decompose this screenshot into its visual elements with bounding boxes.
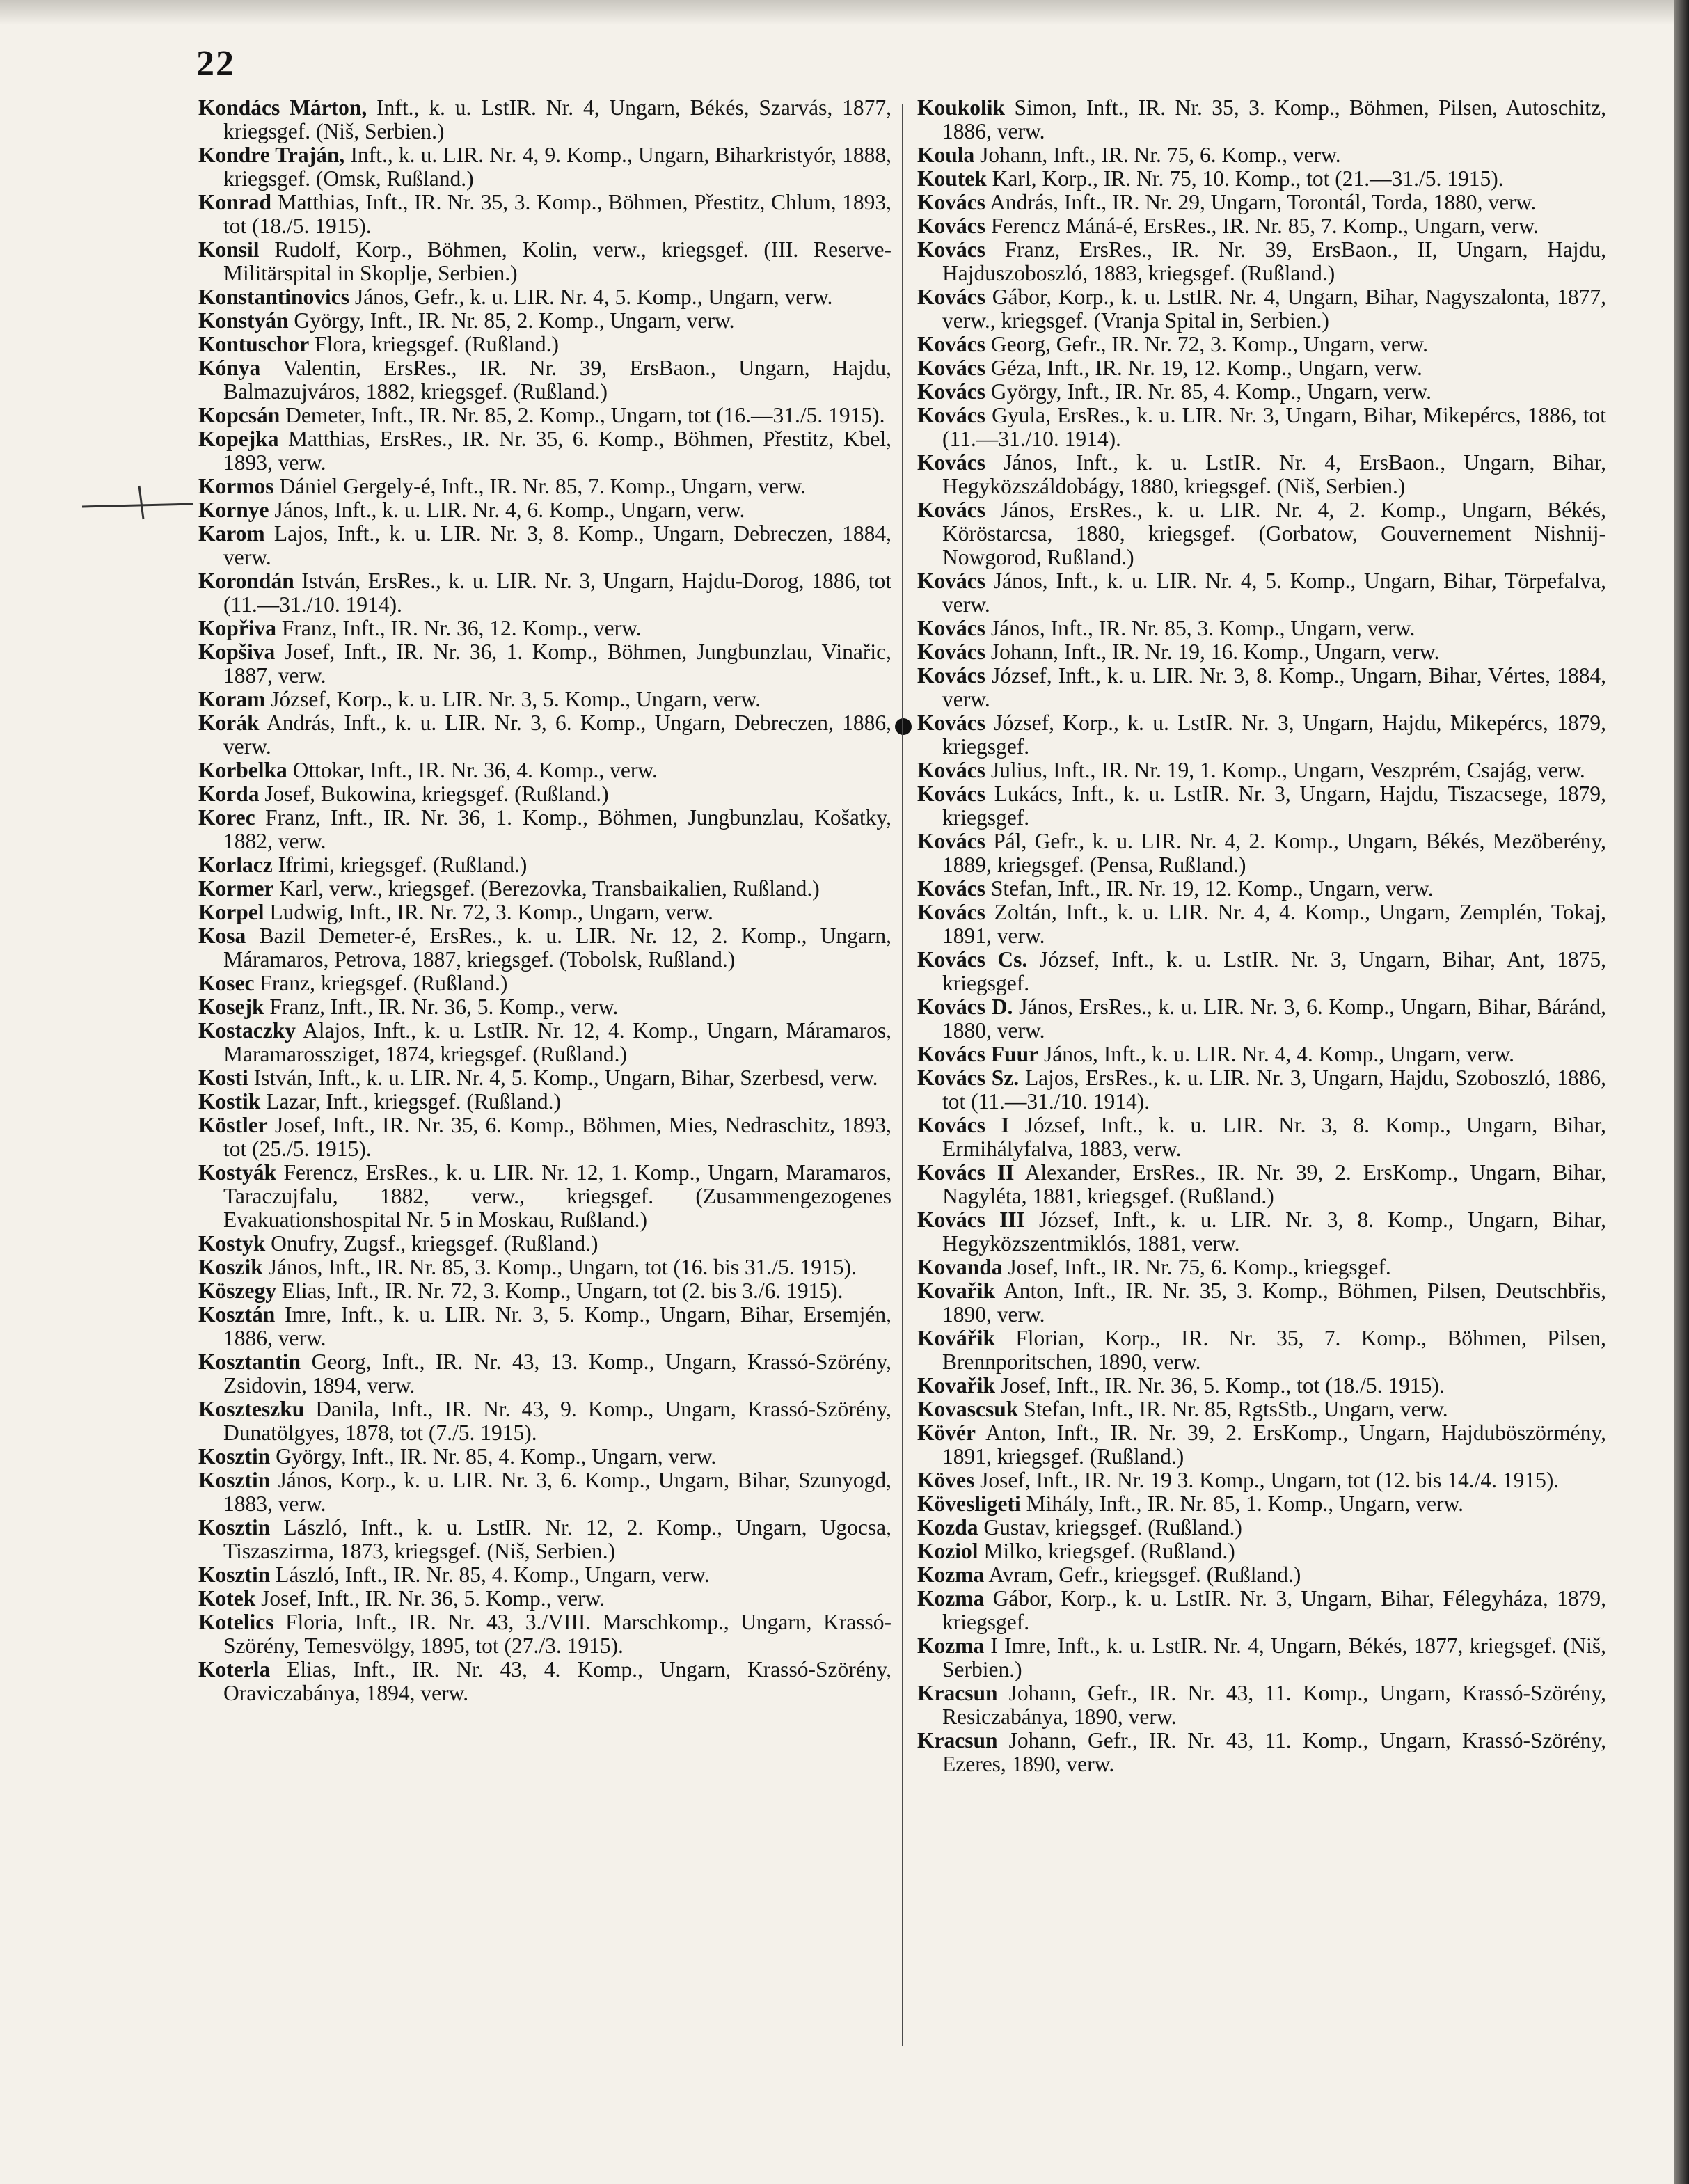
register-entry bbox=[198, 475, 891, 498]
entry-details: Imre, Inft., k. u. LIR. Nr. 3, 5. Komp., Ungarn, Bihar, Ersemjén, 1886, verw. bbox=[223, 1302, 891, 1350]
entry-details: Ottokar, Inft., IR. Nr. 36, 4. Komp., verw. bbox=[287, 758, 658, 782]
register-entry bbox=[198, 711, 891, 759]
entry-surname: Köszegy bbox=[198, 1279, 276, 1303]
entry-details: Josef, Inft., IR. Nr. 36, 5. Komp., verw. bbox=[255, 1586, 605, 1611]
entry-details: János, Inft., IR. Nr. 85, 3. Komp., Ungarn, tot (16. bis 31./5. 1915). bbox=[262, 1255, 857, 1279]
entry-surname: Kovács bbox=[917, 285, 985, 309]
entry-details: Anton, Inft., IR. Nr. 35, 3. Komp., Böhmen, Pilsen, Deutschbřis, 1890, verw. bbox=[942, 1279, 1606, 1327]
entry-details: Georg, Gefr., IR. Nr. 72, 3. Komp., Ungarn, verw. bbox=[985, 332, 1429, 356]
entry-details: Johann, Inft., IR. Nr. 75, 6. Komp., verw. bbox=[974, 143, 1341, 167]
entry-surname: Kopřiva bbox=[198, 616, 277, 640]
entry-details: Gyula, ErsRes., k. u. LIR. Nr. 3, Ungarn, Bihar, Mikepércs, 1886, tot (11.—31./10. 1914). bbox=[942, 403, 1606, 451]
entry-details: Elias, Inft., IR. Nr. 72, 3. Komp., Ungarn, tot (2. bis 3./6. 1915). bbox=[276, 1279, 843, 1303]
entry-surname: Korbelka bbox=[198, 758, 287, 782]
register-entry bbox=[198, 1611, 891, 1658]
entry-surname: Korpel bbox=[198, 900, 264, 924]
register-entry bbox=[917, 877, 1606, 901]
register-entry bbox=[198, 1469, 891, 1516]
entry-details: Demeter, Inft., IR. Nr. 85, 2. Komp., Ungarn, tot (16.—31./5. 1915). bbox=[280, 403, 885, 427]
entry-details: Karl, Korp., IR. Nr. 75, 10. Komp., tot (21.—31./5. 1915). bbox=[986, 166, 1504, 191]
entry-details: József, Inft., k. u. LIR. Nr. 3, 8. Komp., Ungarn, Bihar, Hegyközszentmiklós, 1881, verw. bbox=[942, 1208, 1606, 1256]
entry-details: János, Korp., k. u. LIR. Nr. 3, 6. Komp., Ungarn, Bihar, Szunyogd, 1883, verw. bbox=[223, 1468, 891, 1516]
entry-surname: Kopejka bbox=[198, 427, 279, 451]
entry-details: Ferencz Máná-é, ErsRes., IR. Nr. 85, 7. Komp., Ungarn, verw. bbox=[985, 214, 1539, 238]
entry-details: Matthias, ErsRes., IR. Nr. 35, 6. Komp., Böhmen, Přestitz, Kbel, 1893, verw. bbox=[223, 427, 891, 475]
entry-surname: Kozda bbox=[917, 1515, 978, 1540]
entry-details: Franz, Inft., IR. Nr. 36, 12. Komp., verw. bbox=[276, 616, 642, 640]
entry-details: Onufry, Zugsf., kriegsgef. (Rußland.) bbox=[265, 1231, 598, 1256]
entry-surname: Kovács bbox=[917, 900, 985, 924]
entry-details: Avram, Gefr., kriegsgef. (Rußland.) bbox=[984, 1562, 1301, 1587]
entry-surname: Karom bbox=[198, 521, 265, 546]
entry-details: Elias, Inft., IR. Nr. 43, 4. Komp., Ungarn, Krassó-Szörény, Oraviczabánya, 1894, verw. bbox=[223, 1657, 891, 1705]
entry-surname: Kovács bbox=[917, 332, 985, 356]
register-entry bbox=[917, 498, 1606, 569]
entry-details: Stefan, Inft., IR. Nr. 85, RgtsStb., Ungarn, verw. bbox=[1018, 1397, 1448, 1421]
entry-surname: Kovács bbox=[917, 356, 985, 380]
register-entry bbox=[198, 238, 891, 285]
entry-details: Danila, Inft., IR. Nr. 43, 9. Komp., Ungarn, Krassó-Szörény, Dunatölgyes, 1878, tot (7./5. 1915). bbox=[223, 1397, 891, 1445]
register-entry bbox=[198, 1066, 891, 1090]
register-entry bbox=[198, 806, 891, 853]
register-entry bbox=[917, 948, 1606, 995]
register-entry bbox=[917, 1587, 1606, 1634]
register-entry bbox=[198, 995, 891, 1019]
register-entry bbox=[198, 143, 891, 191]
register-entry bbox=[198, 498, 891, 522]
entry-surname: Kracsun bbox=[917, 1728, 998, 1752]
entry-details: János, ErsRes., k. u. LIR. Nr. 3, 6. Komp., Ungarn, Bihar, Báránd, 1880, verw. bbox=[942, 995, 1606, 1043]
register-entry bbox=[198, 782, 891, 806]
entry-surname: Korec bbox=[198, 805, 255, 830]
register-entry bbox=[917, 96, 1606, 143]
entry-surname: Kovács bbox=[917, 190, 985, 214]
entry-surname: Kovács D. bbox=[917, 995, 1013, 1019]
scan-edge-top bbox=[0, 0, 1689, 25]
register-entry bbox=[917, 191, 1606, 214]
register-entry bbox=[198, 1398, 891, 1445]
entry-details: György, Inft., IR. Nr. 85, 2. Komp., Ungarn, verw. bbox=[288, 308, 735, 333]
entry-details: György, Inft., IR. Nr. 85, 4. Komp., Ungarn, verw. bbox=[270, 1444, 717, 1469]
register-entry bbox=[917, 285, 1606, 333]
entry-details: Johann, Gefr., IR. Nr. 43, 11. Komp., Ungarn, Krassó-Szörény, Ezeres, 1890, verw. bbox=[942, 1728, 1606, 1776]
register-entry bbox=[917, 1327, 1606, 1374]
entry-surname: Kosztin bbox=[198, 1444, 271, 1469]
entry-surname: Kovács III bbox=[917, 1208, 1025, 1232]
entry-surname: Kopšiva bbox=[198, 640, 276, 664]
entry-details: Franz, kriegsgef. (Rußland.) bbox=[254, 971, 508, 995]
register-entry bbox=[917, 1161, 1606, 1208]
register-entry bbox=[917, 333, 1606, 356]
register-entry bbox=[198, 972, 891, 995]
entry-details: Ludwig, Inft., IR. Nr. 72, 3. Komp., Ungarn, verw. bbox=[264, 900, 713, 924]
entry-surname: Kornye bbox=[198, 498, 269, 522]
entry-details: Zoltán, Inft., k. u. LIR. Nr. 4, 4. Komp., Ungarn, Zemplén, Tokaj, 1891, verw. bbox=[942, 900, 1606, 948]
entry-details: János, Gefr., k. u. LIR. Nr. 4, 5. Komp., Ungarn, verw. bbox=[349, 285, 833, 309]
register-entry bbox=[917, 1398, 1606, 1421]
register-entry bbox=[198, 1445, 891, 1469]
register-entry bbox=[198, 1303, 891, 1350]
entry-surname: Kotelics bbox=[198, 1610, 274, 1634]
entry-details: Franz, ErsRes., IR. Nr. 39, ErsBaon., II, Ungarn, Hajdu, Hajduszoboszló, 1883, kriegsgef. (Rußland.) bbox=[942, 237, 1606, 285]
register-entry bbox=[917, 238, 1606, 285]
register-entry bbox=[917, 830, 1606, 877]
register-entry bbox=[917, 1421, 1606, 1469]
register-entry bbox=[917, 1634, 1606, 1681]
entry-surname: Kontuschor bbox=[198, 332, 310, 356]
entry-surname: Kovács bbox=[917, 498, 985, 522]
entry-surname: Kosztin bbox=[198, 1515, 271, 1540]
entry-details: Franz, Inft., IR. Nr. 36, 5. Komp., verw. bbox=[264, 995, 619, 1019]
register-entry bbox=[917, 1469, 1606, 1492]
register-entry bbox=[917, 664, 1606, 711]
entry-surname: Kovács bbox=[917, 237, 985, 262]
entry-details: Florian, Korp., IR. Nr. 35, 7. Komp., Böhmen, Pilsen, Brennporitschen, 1890, verw. bbox=[942, 1326, 1606, 1374]
entry-details: Floria, Inft., IR. Nr. 43, 3./VIII. Marschkomp., Ungarn, Krassó-Szörény, Temesvölgy, 1895, tot (27./3. 1915). bbox=[223, 1610, 891, 1658]
register-entry bbox=[917, 451, 1606, 498]
entry-surname: Kovářik bbox=[917, 1326, 996, 1350]
register-entry bbox=[198, 877, 891, 901]
register-entry bbox=[917, 1729, 1606, 1776]
entry-details: József, Korp., k. u. LIR. Nr. 3, 5. Komp., Ungarn, verw. bbox=[265, 687, 761, 711]
entry-details: Josef, Bukowina, kriegsgef. (Rußland.) bbox=[259, 782, 609, 806]
register-entry bbox=[198, 924, 891, 972]
entry-details: Alexander, ErsRes., IR. Nr. 39, 2. ErsKomp., Ungarn, Bihar, Nagyléta, 1881, kriegsgef. (Rußland.) bbox=[942, 1160, 1606, 1208]
entry-surname: Kovács bbox=[917, 711, 985, 735]
register-entry bbox=[917, 1681, 1606, 1729]
entry-details: Alajos, Inft., k. u. LstIR. Nr. 12, 4. Komp., Ungarn, Máramaros, Maramarossziget, 1874, kriegsgef. (Rußland.) bbox=[223, 1018, 891, 1066]
entry-surname: Kozma bbox=[917, 1562, 985, 1587]
entry-details: János, Inft., k. u. LstIR. Nr. 4, ErsBaon., Ungarn, Bihar, Hegyközszáldobágy, 1880, kriegsgef. (Niš, Serbien.) bbox=[942, 450, 1606, 498]
register-entry bbox=[198, 640, 891, 688]
entry-surname: Koszteszku bbox=[198, 1397, 305, 1421]
register-entry bbox=[917, 1256, 1606, 1279]
entry-surname: Kondre Traján, bbox=[198, 143, 345, 167]
register-entry bbox=[917, 214, 1606, 238]
entry-surname: Kosztin bbox=[198, 1468, 271, 1492]
entry-surname: Köstler bbox=[198, 1113, 268, 1137]
entry-details: József, Inft., k. u. LIR. Nr. 3, 8. Komp., Ungarn, Bihar, Vértes, 1884, verw. bbox=[942, 663, 1606, 711]
entry-details: Lajos, ErsRes., k. u. LIR. Nr. 3, Ungarn, Hajdu, Szoboszló, 1886, tot (11.—31./10. 1914). bbox=[942, 1066, 1606, 1114]
entry-details: Rudolf, Korp., Böhmen, Kolin, verw., kriegsgef. (III. Reserve-Militärspital in Skoplje, Serbien.) bbox=[223, 237, 891, 285]
entry-surname: Koszik bbox=[198, 1255, 263, 1279]
entry-details: Josef, Inft., IR. Nr. 19 3. Komp., Ungarn, tot (12. bis 14./4. 1915). bbox=[974, 1468, 1560, 1492]
entry-surname: Kosec bbox=[198, 971, 255, 995]
entry-surname: Kovács bbox=[917, 214, 985, 238]
register-entry bbox=[198, 522, 891, 569]
entry-surname: Kövér bbox=[917, 1421, 976, 1445]
entry-surname: Koutek bbox=[917, 166, 987, 191]
register-entry bbox=[198, 404, 891, 427]
entry-surname: Kormer bbox=[198, 876, 274, 901]
entry-surname: Köves bbox=[917, 1468, 975, 1492]
entry-details: Matthias, Inft., IR. Nr. 35, 3. Komp., Böhmen, Přestitz, Chlum, 1893, tot (18./5. 1915). bbox=[223, 190, 891, 238]
entry-details: János, Inft., k. u. LIR. Nr. 4, 5. Komp., Ungarn, Bihar, Törpefalva, verw. bbox=[942, 569, 1606, 617]
entry-surname: Kosztin bbox=[198, 1562, 271, 1587]
entry-surname: Kostaczky bbox=[198, 1018, 296, 1043]
register-entry bbox=[917, 711, 1606, 759]
entry-surname: Konrad bbox=[198, 190, 272, 214]
register-entry bbox=[198, 96, 891, 143]
entry-details: Lukács, Inft., k. u. LstIR. Nr. 3, Ungarn, Hajdu, Tiszacsege, 1879, kriegsgef. bbox=[942, 782, 1606, 830]
entry-details: József, Inft., k. u. LIR. Nr. 3, 8. Komp., Ungarn, Bihar, Ermihályfalva, 1883, verw. bbox=[942, 1113, 1606, 1161]
entry-details: Flora, kriegsgef. (Rußland.) bbox=[309, 332, 559, 356]
entry-surname: Korondán bbox=[198, 569, 294, 593]
entry-details: Karl, verw., kriegsgef. (Berezovka, Transbaikalien, Rußland.) bbox=[273, 876, 820, 901]
register-entry bbox=[917, 167, 1606, 191]
register-entry bbox=[198, 1232, 891, 1256]
entry-details: László, Inft., k. u. LstIR. Nr. 12, 2. Komp., Ungarn, Ugocsa, Tiszaszirma, 1873, kriegsgef. (Niš, Serbien.) bbox=[223, 1515, 891, 1563]
entry-details: Ifrimi, kriegsgef. (Rußland.) bbox=[272, 853, 528, 877]
entry-details: Dániel Gergely-é, Inft., IR. Nr. 85, 7. Komp., Ungarn, verw. bbox=[273, 474, 807, 498]
entry-surname: Kopcsán bbox=[198, 403, 280, 427]
entry-surname: Kovács bbox=[917, 640, 985, 664]
entry-details: Gustav, kriegsgef. (Rußland.) bbox=[978, 1515, 1242, 1540]
entry-surname: Koula bbox=[917, 143, 975, 167]
entry-details: László, Inft., IR. Nr. 85, 4. Komp., Ungarn, verw. bbox=[270, 1562, 710, 1587]
register-entry bbox=[198, 191, 891, 238]
entry-surname: Kovács bbox=[917, 403, 985, 427]
register-entry bbox=[917, 1540, 1606, 1563]
column-divider bbox=[902, 104, 903, 2046]
entry-surname: Kosejk bbox=[198, 995, 264, 1019]
entry-surname: Kovanda bbox=[917, 1255, 1003, 1279]
entry-surname: Kosti bbox=[198, 1066, 248, 1090]
entry-surname: Kónya bbox=[198, 356, 261, 380]
entry-details: Simon, Inft., IR. Nr. 35, 3. Komp., Böhmen, Pilsen, Autoschitz, 1886, verw. bbox=[942, 95, 1606, 143]
entry-details: Josef, Inft., IR. Nr. 35, 6. Komp., Böhmen, Mies, Nedraschitz, 1893, tot (25./5. 1915). bbox=[223, 1113, 891, 1161]
entry-surname: Koterla bbox=[198, 1657, 271, 1681]
entry-surname: Kovács bbox=[917, 829, 985, 853]
entry-surname: Kozma bbox=[917, 1586, 985, 1611]
page-number: 22 bbox=[196, 44, 235, 84]
entry-surname: Kovařik bbox=[917, 1279, 996, 1303]
register-entry bbox=[198, 333, 891, 356]
entry-surname: Kovács bbox=[917, 758, 985, 782]
entry-surname: Korlacz bbox=[198, 853, 273, 877]
entry-details: Gábor, Korp., k. u. LstIR. Nr. 4, Ungarn, Bihar, Nagyszalonta, 1877, verw., kriegsgef. (Vranja Spital in, Serbien.) bbox=[942, 285, 1606, 333]
register-entry bbox=[917, 404, 1606, 451]
entry-details: József, Inft., k. u. LstIR. Nr. 3, Ungarn, Bihar, Ant, 1875, kriegsgef. bbox=[942, 947, 1607, 995]
entry-details: Inft., k. u. LstIR. Nr. 4, Ungarn, Békés, Szarvás, 1877, kriegsgef. (Niš, Serbien.) bbox=[223, 95, 891, 143]
entry-surname: Koziol bbox=[917, 1539, 978, 1563]
entry-surname: Koram bbox=[198, 687, 266, 711]
register-entry bbox=[198, 1114, 891, 1161]
entry-surname: Kracsun bbox=[917, 1681, 998, 1705]
entry-surname: Kovács Fuur bbox=[917, 1042, 1039, 1066]
register-entry bbox=[198, 356, 891, 404]
right-column bbox=[917, 96, 1606, 1776]
register-entry bbox=[198, 569, 891, 617]
register-entry bbox=[198, 1563, 891, 1587]
entry-details: Inft., k. u. LIR. Nr. 4, 9. Komp., Ungarn, Biharkristyór, 1888, kriegsgef. (Omsk, Rußland.) bbox=[223, 143, 892, 191]
entry-surname: Kondács Márton, bbox=[198, 95, 367, 120]
register-entry bbox=[917, 1563, 1606, 1587]
register-entry bbox=[917, 995, 1606, 1043]
entry-surname: Kosa bbox=[198, 924, 246, 948]
register-entry bbox=[198, 759, 891, 782]
entry-surname: Kormos bbox=[198, 474, 274, 498]
entry-surname: Kovács bbox=[917, 379, 985, 404]
entry-surname: Kövesligeti bbox=[917, 1491, 1021, 1516]
entry-surname: Kozma bbox=[917, 1633, 985, 1658]
entry-surname: Korák bbox=[198, 711, 260, 735]
entry-details: Julius, Inft., IR. Nr. 19, 1. Komp., Ungarn, Veszprém, Csajág, verw. bbox=[985, 758, 1585, 782]
entry-details: Gábor, Korp., k. u. LstIR. Nr. 3, Ungarn, Bihar, Félegyháza, 1879, kriegsgef. bbox=[942, 1586, 1606, 1634]
entry-details: Mihály, Inft., IR. Nr. 85, 1. Komp., Ungarn, verw. bbox=[1020, 1491, 1464, 1516]
entry-surname: Konstantinovics bbox=[198, 285, 350, 309]
entry-details: Bazil Demeter-é, ErsRes., k. u. LIR. Nr. 12, 2. Komp., Ungarn, Máramaros, Petrova, 1887, kriegsgef. (Tobolsk, Rußland.) bbox=[223, 924, 891, 972]
entry-surname: Kostik bbox=[198, 1089, 261, 1114]
entry-surname: Konsil bbox=[198, 237, 260, 262]
entry-details: János, Inft., k. u. LIR. Nr. 4, 6. Komp., Ungarn, verw. bbox=[269, 498, 745, 522]
entry-details: Valentin, ErsRes., IR. Nr. 39, ErsBaon., Ungarn, Hajdu, Balmazujváros, 1882, kriegsgef. (Rußland.) bbox=[223, 356, 891, 404]
entry-surname: Kovascsuk bbox=[917, 1397, 1019, 1421]
entry-details: Johann, Gefr., IR. Nr. 43, 11. Komp., Ungarn, Krassó-Szörény, Resiczabánya, 1890, verw. bbox=[942, 1681, 1606, 1729]
entry-surname: Kovács I bbox=[917, 1113, 1010, 1137]
entry-surname: Kosztantin bbox=[198, 1350, 301, 1374]
entry-surname: Koukolik bbox=[917, 95, 1006, 120]
entry-surname: Kovács II bbox=[917, 1160, 1015, 1185]
entry-details: Josef, Inft., IR. Nr. 36, 1. Komp., Böhmen, Jungbunzlau, Vinařic, 1887, verw. bbox=[223, 640, 891, 688]
register-entry bbox=[917, 1516, 1606, 1540]
entry-surname: Kovács bbox=[917, 782, 985, 806]
entry-details: István, Inft., k. u. LIR. Nr. 4, 5. Komp., Ungarn, Bihar, Szerbesd, verw. bbox=[248, 1066, 878, 1090]
entry-details: János, ErsRes., k. u. LIR. Nr. 4, 2. Komp., Ungarn, Békés, Köröstarcsa, 1880, kriegsgef. (Gorbatow, Gouvernement Nishnij-Nowgorod, Rußland.) bbox=[942, 498, 1606, 569]
register-entry bbox=[198, 1256, 891, 1279]
entry-details: Ferencz, ErsRes., k. u. LIR. Nr. 12, 1. Komp., Ungarn, Maramaros, Taraczujfalu, 1882, verw., kriegsgef. (Zusammengezogenes Evakuationshospital Nr. 5 in Moskau, Rußland.) bbox=[223, 1160, 891, 1232]
entry-details: I Imre, Inft., k. u. LstIR. Nr. 4, Ungarn, Békés, 1877, kriegsgef. (Niš, Serbien.) bbox=[942, 1633, 1606, 1681]
register-entry bbox=[917, 1374, 1606, 1398]
register-entry bbox=[198, 1658, 891, 1705]
entry-details: István, ErsRes., k. u. LIR. Nr. 3, Ungarn, Hajdu-Dorog, 1886, tot (11.—31./10. 1914). bbox=[223, 569, 891, 617]
register-entry bbox=[917, 1066, 1606, 1114]
entry-details: János, Inft., IR. Nr. 85, 3. Komp., Ungarn, verw. bbox=[985, 616, 1416, 640]
register-entry bbox=[917, 143, 1606, 167]
entry-surname: Kostyák bbox=[198, 1160, 277, 1185]
register-entry bbox=[917, 782, 1606, 830]
register-entry bbox=[198, 1587, 891, 1611]
register-entry bbox=[198, 901, 891, 924]
register-entry bbox=[917, 1043, 1606, 1066]
register-entry bbox=[198, 1279, 891, 1303]
register-entry bbox=[917, 617, 1606, 640]
entry-surname: Kotek bbox=[198, 1586, 256, 1611]
register-entry bbox=[917, 356, 1606, 380]
register-entry bbox=[198, 285, 891, 309]
entry-surname: Kovács bbox=[917, 569, 985, 593]
register-entry bbox=[917, 1114, 1606, 1161]
register-entry bbox=[917, 901, 1606, 948]
entry-details: Lazar, Inft., kriegsgef. (Rußland.) bbox=[260, 1089, 561, 1114]
entry-surname: Kovács Cs. bbox=[917, 947, 1028, 972]
entry-surname: Kovács bbox=[917, 616, 985, 640]
entry-details: József, Korp., k. u. LstIR. Nr. 3, Ungarn, Hajdu, Mikepércs, 1879, kriegsgef. bbox=[942, 711, 1606, 759]
scan-edge-right bbox=[1674, 0, 1689, 2184]
entry-details: Pál, Gefr., k. u. LIR. Nr. 4, 2. Komp., Ungarn, Békés, Mezöberény, 1889, kriegsgef. (Pensa, Rußland.) bbox=[942, 829, 1606, 877]
register-entry bbox=[917, 1208, 1606, 1256]
ink-dot-mark bbox=[895, 718, 912, 735]
register-entry bbox=[917, 1279, 1606, 1327]
entry-surname: Konstyán bbox=[198, 308, 289, 333]
register-entry bbox=[198, 1350, 891, 1398]
register-entry bbox=[198, 617, 891, 640]
register-entry bbox=[198, 853, 891, 877]
register-entry bbox=[198, 688, 891, 711]
register-entry bbox=[917, 380, 1606, 404]
handwritten-margin-mark-icon bbox=[82, 480, 200, 522]
entry-surname: Kovařik bbox=[917, 1373, 996, 1398]
entry-details: Lajos, Inft., k. u. LIR. Nr. 3, 8. Komp., Ungarn, Debreczen, 1884, verw. bbox=[223, 521, 891, 569]
entry-surname: Kovács Sz. bbox=[917, 1066, 1020, 1090]
register-entry bbox=[198, 309, 891, 333]
register-entry bbox=[198, 1161, 891, 1232]
entry-details: János, Inft., k. u. LIR. Nr. 4, 4. Komp., Ungarn, verw. bbox=[1038, 1042, 1515, 1066]
entry-details: Anton, Inft., IR. Nr. 39, 2. ErsKomp., Ungarn, Hajduböszörmény, 1891, kriegsgef. (Rußland.) bbox=[942, 1421, 1606, 1469]
entry-surname: Kosztán bbox=[198, 1302, 276, 1327]
entry-surname: Kostyk bbox=[198, 1231, 266, 1256]
register-entry bbox=[917, 640, 1606, 664]
entry-surname: Kovács bbox=[917, 876, 985, 901]
entry-details: András, Inft., k. u. LIR. Nr. 3, 6. Komp., Ungarn, Debreczen, 1886, verw. bbox=[223, 711, 891, 759]
entry-details: Milko, kriegsgef. (Rußland.) bbox=[978, 1539, 1235, 1563]
entry-surname: Kovács bbox=[917, 663, 985, 688]
entry-details: Franz, Inft., IR. Nr. 36, 1. Komp., Böhmen, Jungbunzlau, Košatky, 1882, verw. bbox=[223, 805, 891, 853]
register-entry bbox=[198, 1019, 891, 1066]
entry-details: András, Inft., IR. Nr. 29, Ungarn, Torontál, Torda, 1880, verw. bbox=[985, 190, 1537, 214]
register-entry bbox=[917, 1492, 1606, 1516]
entry-details: György, Inft., IR. Nr. 85, 4. Komp., Ungarn, verw. bbox=[985, 379, 1432, 404]
entry-surname: Korda bbox=[198, 782, 260, 806]
entry-details: Géza, Inft., IR. Nr. 19, 12. Komp., Ungarn, verw. bbox=[985, 356, 1422, 380]
register-entry bbox=[198, 1090, 891, 1114]
register-entry bbox=[198, 1516, 891, 1563]
entry-details: Georg, Inft., IR. Nr. 43, 13. Komp., Ungarn, Krassó-Szörény, Zsidovin, 1894, verw. bbox=[223, 1350, 891, 1398]
entry-details: Johann, Inft., IR. Nr. 19, 16. Komp., Ungarn, verw. bbox=[985, 640, 1440, 664]
entry-surname: Kovács bbox=[917, 450, 985, 475]
register-entry bbox=[917, 569, 1606, 617]
entry-details: Josef, Inft., IR. Nr. 75, 6. Komp., kriegsgef. bbox=[1002, 1255, 1391, 1279]
left-column bbox=[198, 96, 891, 1705]
register-entry bbox=[198, 427, 891, 475]
entry-details: Josef, Inft., IR. Nr. 36, 5. Komp., tot (18./5. 1915). bbox=[995, 1373, 1445, 1398]
entry-details: Stefan, Inft., IR. Nr. 19, 12. Komp., Ungarn, verw. bbox=[985, 876, 1434, 901]
register-entry bbox=[917, 759, 1606, 782]
